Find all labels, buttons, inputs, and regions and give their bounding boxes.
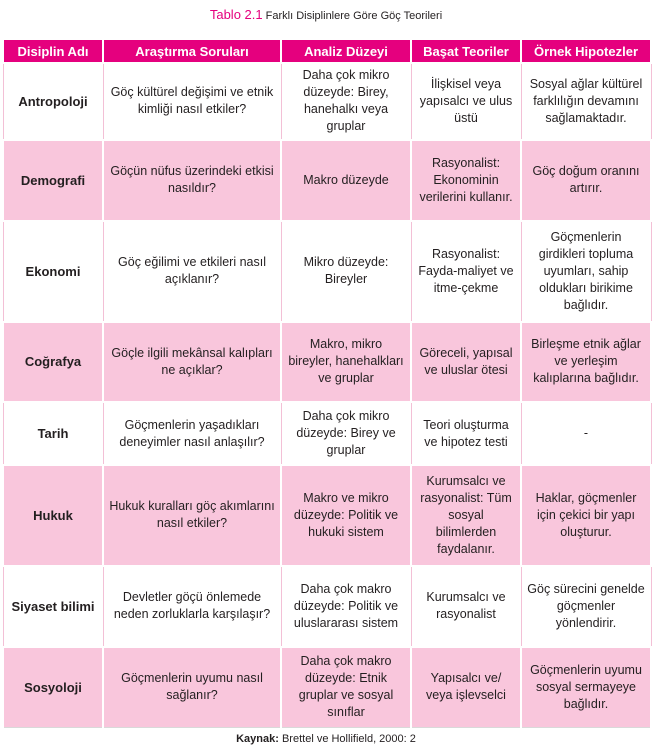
level-cell: Makro, mikro bireyler, hanehalkları ve gruplar	[281, 322, 411, 403]
hypothesis-cell: Haklar, göçmenler için çekici bir yapı oluşturur.	[521, 465, 651, 566]
table-row	[3, 140, 651, 221]
level-cell: Mikro düzeyde: Bireyler	[281, 221, 411, 322]
theory-cell: Kurumsalcı ve rasyonalist: Tüm sosyal bilimlerden faydalanır.	[411, 465, 521, 566]
table-row	[3, 465, 651, 566]
table-row	[3, 322, 651, 403]
question-cell: Hukuk kuralları göç akımlarını nasıl etkiler?	[103, 465, 281, 566]
level-cell: Daha çok makro düzeyde: Etnik gruplar ve sosyal sınıflar	[281, 647, 411, 728]
discipline-cell: Demografi	[3, 140, 103, 221]
question-cell: Göçmenlerin uyumu nasıl sağlanır?	[103, 647, 281, 728]
question-cell: Göçmenlerin yaşadıkları deneyimler nasıl anlaşılır?	[103, 402, 281, 465]
source-text: Brettel ve Hollifield, 2000: 2	[281, 733, 416, 745]
table-row	[3, 221, 651, 322]
question-cell: Göç eğilimi ve etkileri nasıl açıklanır?	[103, 221, 281, 322]
header-level: Analiz Düzeyi	[281, 39, 411, 63]
header-row	[3, 39, 651, 63]
hypothesis-cell: Göçmenlerin girdikleri topluma uyumları, sahip oldukları birikime bağlıdır.	[521, 221, 651, 322]
table-row	[3, 402, 651, 465]
source-label: Kaynak:	[236, 733, 279, 745]
header-theories: Başat Teoriler	[411, 39, 521, 63]
header-hypotheses: Örnek Hipotezler	[521, 39, 651, 63]
table-row	[3, 566, 651, 647]
level-cell: Daha çok makro düzeyde: Politik ve uluslararası sistem	[281, 566, 411, 647]
theory-cell: Yapısalcı ve/ veya işlevselci	[411, 647, 521, 728]
theory-cell: Rasyonalist: Fayda-maliyet ve itme-çekme	[411, 221, 521, 322]
discipline-cell: Coğrafya	[3, 322, 103, 403]
table-title: Farklı Disiplinlere Göre Göç Teorileri	[265, 10, 443, 22]
discipline-cell: Tarih	[3, 402, 103, 465]
hypothesis-cell: Sosyal ağlar kültürel farklılığın devamını sağlamaktadır.	[521, 63, 651, 140]
discipline-cell: Ekonomi	[3, 221, 103, 322]
table-row	[3, 63, 651, 140]
level-cell: Makro düzeyde	[281, 140, 411, 221]
hypothesis-cell: Göçmenlerin uyumu sosyal sermayeye bağlıdır.	[521, 647, 651, 728]
theory-cell: Göreceli, yapısal ve uluslar ötesi	[411, 322, 521, 403]
hypothesis-cell: Göç sürecini genelde göçmenler yönlendirir.	[521, 566, 651, 647]
level-cell: Makro ve mikro düzeyde: Politik ve hukuki sistem	[281, 465, 411, 566]
question-cell: Göç kültürel değişimi ve etnik kimliği nasıl etkiler?	[103, 63, 281, 140]
theory-cell: Rasyonalist: Ekonominin verilerini kullanır.	[411, 140, 521, 221]
theory-cell: Kurumsalcı ve rasyonalist	[411, 566, 521, 647]
theory-cell: Teori oluşturma ve hipotez testi	[411, 402, 521, 465]
question-cell: Göçle ilgili mekânsal kalıpları ne açıklar?	[103, 322, 281, 403]
table-number: Tablo 2.1	[209, 7, 263, 22]
discipline-cell: Siyaset bilimi	[3, 566, 103, 647]
source-note	[0, 733, 652, 745]
migration-theories-table	[2, 38, 652, 728]
discipline-cell: Sosyoloji	[3, 647, 103, 728]
question-cell: Devletler göçü önlemede neden zorluklarla karşılaşır?	[103, 566, 281, 647]
hypothesis-cell: -	[521, 402, 651, 465]
level-cell: Daha çok mikro düzeyde: Birey ve gruplar	[281, 402, 411, 465]
header-questions: Araştırma Soruları	[103, 39, 281, 63]
table-caption	[0, 7, 652, 22]
hypothesis-cell: Göç doğum oranını artırır.	[521, 140, 651, 221]
header-discipline: Disiplin Adı	[3, 39, 103, 63]
discipline-cell: Antropoloji	[3, 63, 103, 140]
question-cell: Göçün nüfus üzerindeki etkisi nasıldır?	[103, 140, 281, 221]
level-cell: Daha çok mikro düzeyde: Birey, hanehalkı veya gruplar	[281, 63, 411, 140]
theory-cell: İlişkisel veya yapısalcı ve ulus üstü	[411, 63, 521, 140]
hypothesis-cell: Birleşme etnik ağlar ve yerleşim kalıplarına bağlıdır.	[521, 322, 651, 403]
discipline-cell: Hukuk	[3, 465, 103, 566]
table-row	[3, 647, 651, 728]
